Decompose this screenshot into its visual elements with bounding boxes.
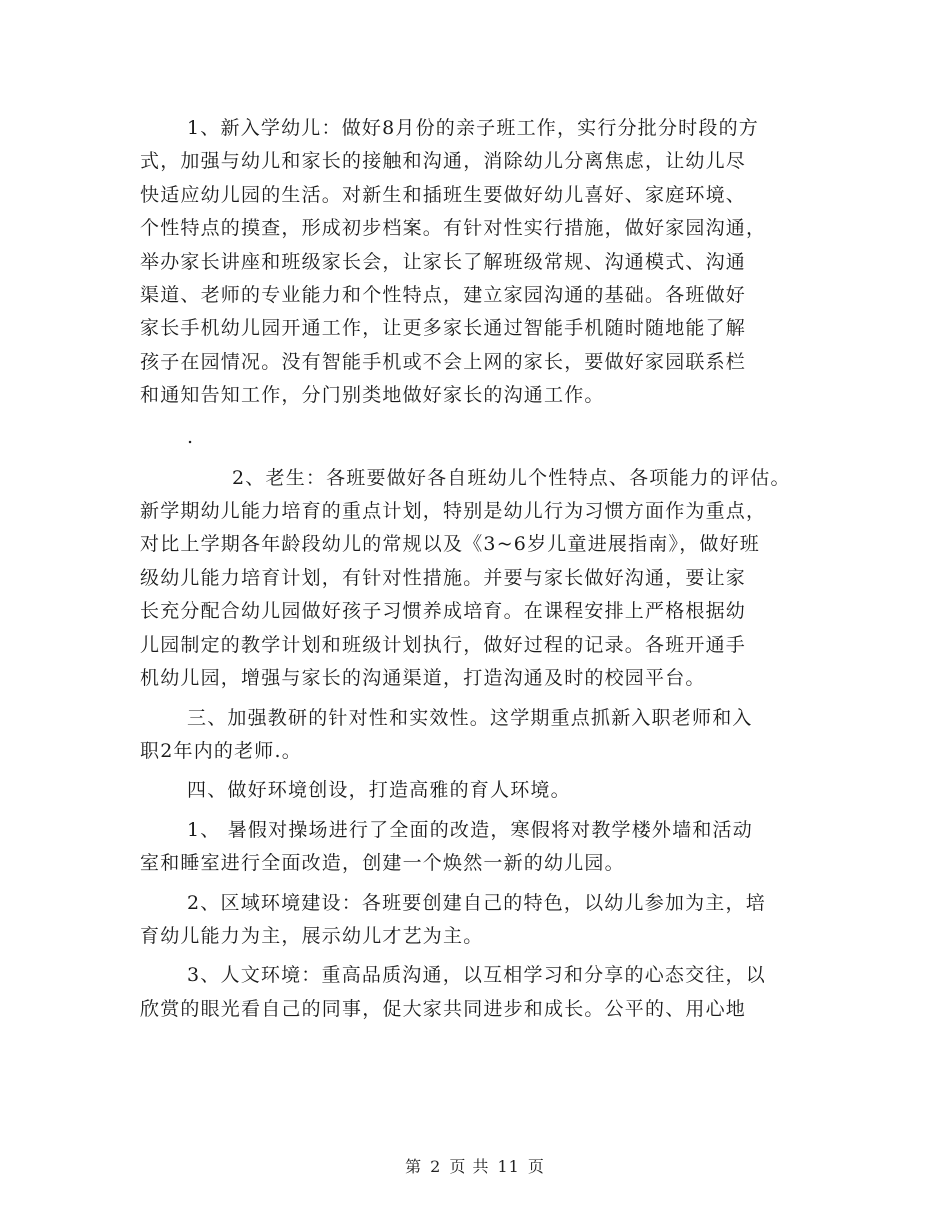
text-line: 对比上学期各年龄段幼儿的常规以及《3~6岁儿童进展指南》，做好班 <box>140 533 760 556</box>
paragraph-renovation <box>140 814 820 881</box>
page-footer <box>0 1154 950 1177</box>
text-line: 级幼儿能力培育计划，有针对性措施。并要与家长做好沟通，要让家 <box>140 566 747 589</box>
footer-suffix: 页 <box>527 1157 545 1176</box>
paragraph-new-students <box>140 112 820 413</box>
stray-dot: . <box>187 425 194 448</box>
paragraph-humanistic-environment <box>140 959 820 1026</box>
footer-total-pages: 11 <box>497 1157 520 1176</box>
document-body <box>140 112 820 1026</box>
paragraph-teaching-research <box>140 702 820 769</box>
text-line: 和通知告知工作，分门别类地做好家长的沟通工作。 <box>140 384 605 407</box>
footer-current-page: 2 <box>430 1157 442 1176</box>
text-line: 儿园制定的教学计划和班级计划执行，做好过程的记录。各班开通手 <box>140 633 747 656</box>
text-line: 新学期幼儿能力培育的重点计划，特别是幼儿行为习惯方面作为重点， <box>140 500 767 523</box>
text-line: 2、区域环境建设：各班要创建自己的特色，以幼儿参加为主，培 <box>187 891 766 914</box>
paragraph-area-environment <box>140 887 820 954</box>
text-line: 1、 暑假对操场进行了全面的改造，寒假将对教学楼外墙和活动 <box>187 818 753 841</box>
text-line: 机幼儿园，增强与家长的沟通渠道，打造沟通及时的校园平台。 <box>140 667 706 690</box>
text-line: 家长手机幼儿园开通工作，让更多家长通过智能手机随时随地能了解 <box>140 317 747 340</box>
text-line: 举办家长讲座和班级家长会，让家长了解班级常规、沟通模式、沟通 <box>140 250 747 273</box>
text-line: 四、做好环境创设，打造高雅的育人环境。 <box>187 779 571 802</box>
footer-middle: 页 共 <box>449 1157 490 1176</box>
footer-prefix: 第 <box>405 1157 423 1176</box>
text-line: 个性特点的摸查，形成初步档案。有针对性实行措施，做好家园沟通， <box>140 217 767 240</box>
text-line: 室和睡室进行全面改造，创建一个焕然一新的幼儿园。 <box>140 852 625 875</box>
text-line: 3、人文环境：重高品质沟通，以互相学习和分享的心态交往，以 <box>187 964 766 987</box>
text-line: 孩子在园情况。没有智能手机或不会上网的家长，要做好家园联系栏 <box>140 350 747 373</box>
text-line: 三、加强教研的针对性和实效性。这学期重点抓新入职老师和入 <box>187 706 753 729</box>
text-line: 1、新入学幼儿：做好8月份的亲子班工作，实行分批分时段的方 <box>187 117 759 139</box>
text-line: 2、老生：各班要做好各自班幼儿个性特点、各项能力的评估。 <box>232 466 791 489</box>
text-line: 快适应幼儿园的生活。对新生和插班生要做好幼儿喜好、家庭环境、 <box>140 183 747 206</box>
paragraph-returning-students <box>140 462 820 696</box>
text-line: 欣赏的眼光看自己的同事，促大家共同进步和成长。公平的、用心地 <box>140 997 747 1020</box>
text-line: 式，加强与幼儿和家长的接触和沟通，消除幼儿分离焦虑，让幼儿尽 <box>140 150 747 173</box>
text-line: 渠道、老师的专业能力和个性特点，建立家园沟通的基础。各班做好 <box>140 284 747 307</box>
paragraph-environment-heading <box>140 774 820 807</box>
text-line: 职2年内的老师.。 <box>140 739 302 762</box>
text-line: 长充分配合幼儿园做好孩子习惯养成培育。在课程安排上严格根据幼 <box>140 600 747 623</box>
text-line: 育幼儿能力为主，展示幼儿才艺为主。 <box>140 924 484 947</box>
